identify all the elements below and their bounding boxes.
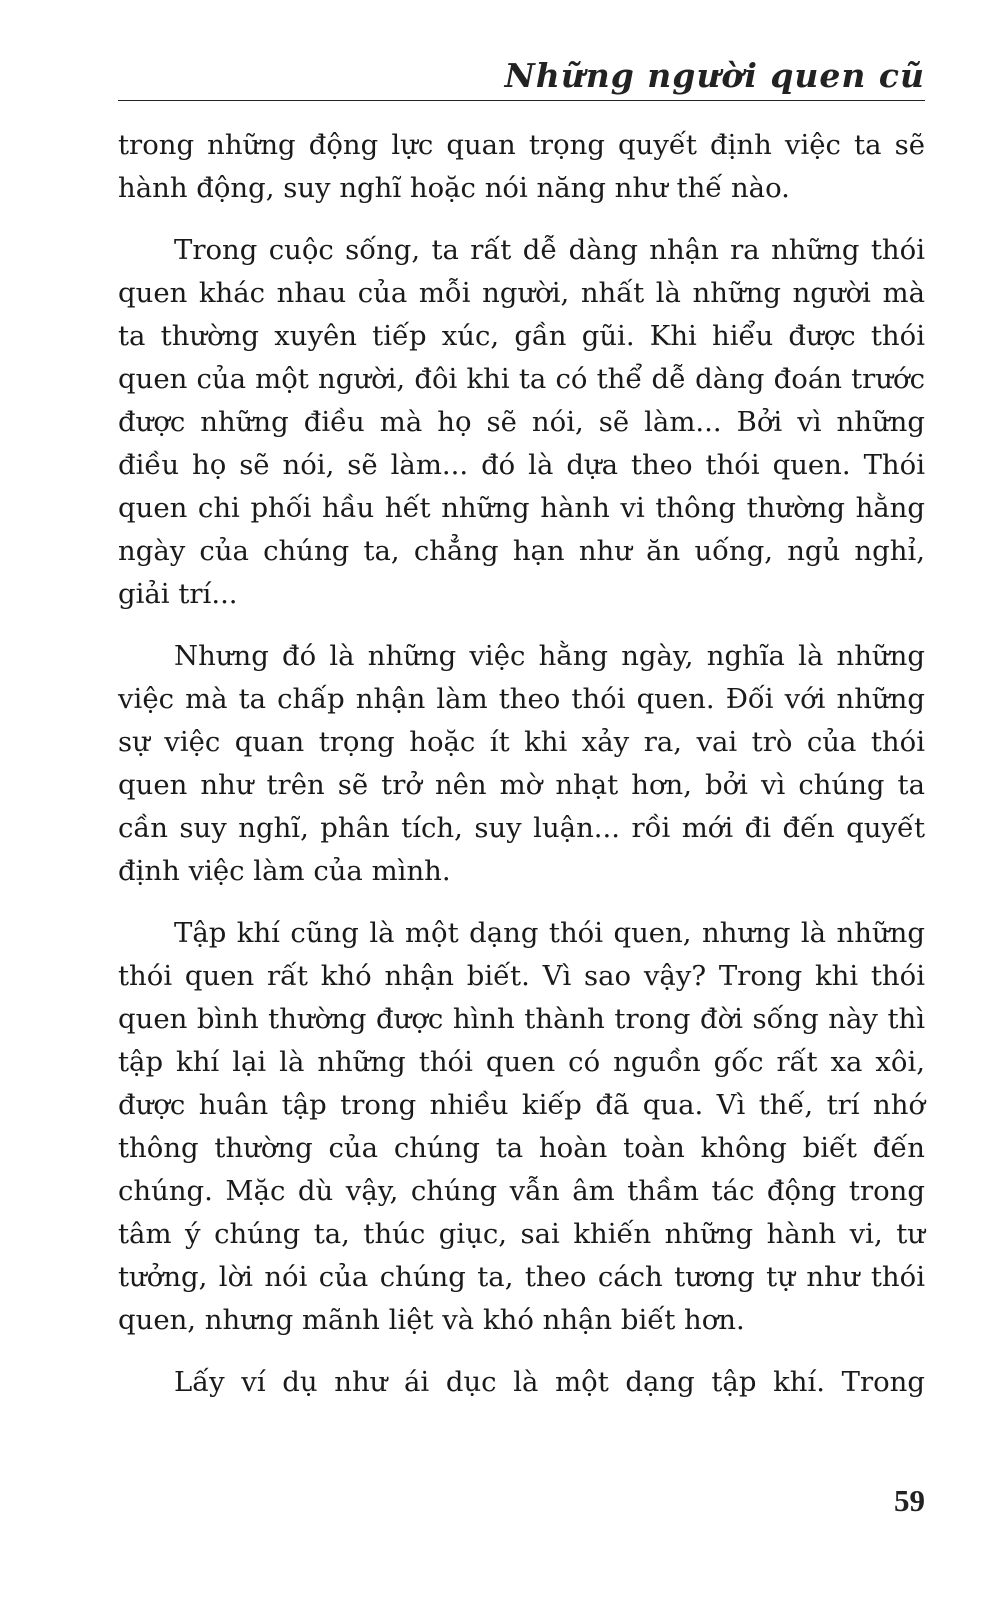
body-text [118, 124, 925, 1423]
paragraph-continued: trong những động lực quan trọng quyết định việc ta sẽ hành động, suy nghĩ hoặc nói năng như thế nào. [118, 129, 925, 204]
paragraph: Trong cuộc sống, ta rất dễ dàng nhận ra những thói quen khác nhau của mỗi người, nhất là những người mà ta thường xuyên tiếp xúc, gần gũi. Khi hiểu được thói quen của một người, đôi khi ta có thể dễ dàng đoán trước được những điều mà họ sẽ nói, sẽ làm... Bởi vì những điều họ sẽ nói, sẽ làm... đó là dựa theo thói quen. Thói quen chi phối hầu hết những hành vi thông thường hằng ngày của chúng ta, chẳng hạn như ăn uống, ngủ nghỉ, giải trí... [118, 234, 925, 610]
paragraph: Nhưng đó là những việc hằng ngày, nghĩa là những việc mà ta chấp nhận làm theo thói quen. Đối với những sự việc quan trọng hoặc ít khi xảy ra, vai trò của thói quen như trên sẽ trở nên mờ nhạt hơn, bởi vì chúng ta cần suy nghĩ, phân tích, suy luận... rồi mới đi đến quyết định việc làm của mình. [118, 640, 925, 887]
page-number: 59 [894, 1483, 925, 1518]
chapter-title: Những người quen cũ [504, 56, 925, 95]
running-header [118, 52, 925, 101]
paragraph-open: Lấy ví dụ như ái dục là một dạng tập khí. Trong [174, 1366, 925, 1398]
paragraph: Tập khí cũng là một dạng thói quen, nhưng là những thói quen rất khó nhận biết. Vì sao vậy? Trong khi thói quen bình thường được hình thành trong đời sống này thì tập khí lại là những thói quen có nguồn gốc rất xa xôi, được huân tập trong nhiều kiếp đã qua. Vì thế, trí nhớ thông thường của chúng ta hoàn toàn không biết đến chúng. Mặc dù vậy, chúng vẫn âm thầm tác động trong tâm ý chúng ta, thúc giục, sai khiến những hành vi, tư tưởng, lời nói của chúng ta, theo cách tương tự như thói quen, nhưng mãnh liệt và khó nhận biết hơn. [118, 917, 925, 1336]
